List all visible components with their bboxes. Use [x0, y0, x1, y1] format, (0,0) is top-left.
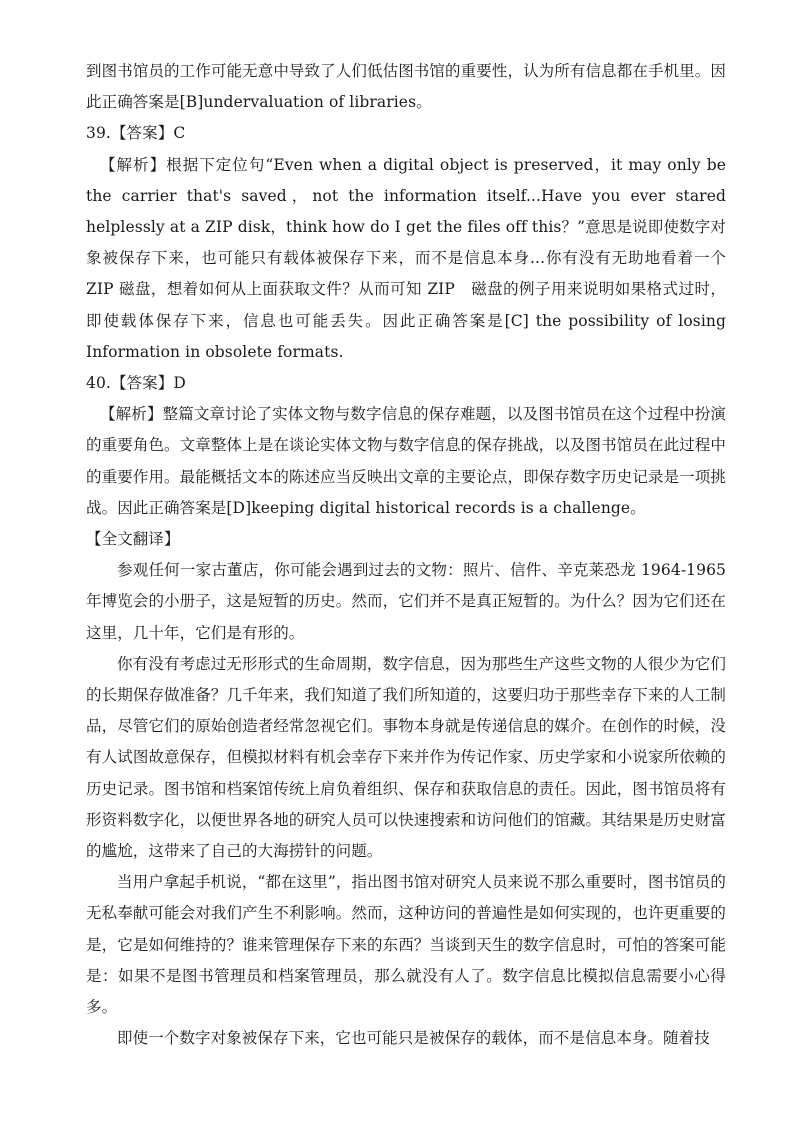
translation-paragraph-2: 你有没有考虑过无形形式的生命周期，数字信息，因为那些生产这些文物的人很少为它们的长期保存做准备？几千年来，我们知道了我们所知道的，这要归功于那些幸存下来的人工制品，尽管它们的原始创造者经常忽视它们。事物本身就是传递信息的媒介。在创作的时候，没有人试图故意保存，但模拟材料有机会幸存下来并作为传记作家、历史学家和小说家所依赖的历史记录。图书馆和档案馆传统上肩负着组织、保存和获取信息的责任。因此，图书馆员将有形资料数字化，以便世界各地的研究人员可以快速搜索和访问他们的馆藏。其结果是历史财富的尴尬，这带来了自己的大海捞针的问题。: [86, 654, 726, 861]
translation-heading: 【全文翻译】: [86, 530, 180, 549]
document-page: [86, 56, 726, 1055]
q39-analysis-paragraph: 【解析】根据下定位句“Even when a digital object is preserved，it may only be the carrier that's saved，not the information itself...Have you ever stared helplessly at a ZIP disk，think how do I get the files off this？”意思是说即使数字对象被保存下来，也可能只有载体被保存下来，而不是信息本身...你有没有无助地看着一个 ZIP 磁盘，想着如何从上面获取文件？从而可知 ZIP 磁盘的例子用来说明如果格式过时，即使载体保存下来，信息也可能丢失。因此正确答案是[C] the possibility of losing Information in obsolete formats.: [86, 155, 726, 361]
translation-paragraph-4: 即使一个数字对象被保存下来，它也可能只是被保存的载体，而不是信息本身。随着技: [117, 1029, 710, 1048]
intro-paragraph: 到图书馆员的工作可能无意中导致了人们低估图书馆的重要性，认为所有信息都在手机里。因此正确答案是[B]undervaluation of libraries。: [86, 62, 726, 112]
q40-analysis-paragraph: 【解析】整篇文章讨论了实体文物与数字信息的保存难题，以及图书馆员在这个过程中扮演的重要角色。文章整体上是在谈论实体文物与数字信息的保存挑战，以及图书馆员在此过程中的重要作用。最能概括文本的陈述应当反映出文章的主要论点，即保存数字历史记录是一项挑战。因此正确答案是[D]keeping digital historical records is a challenge。: [86, 405, 726, 517]
translation-paragraph-1: 参观任何一家古董店，你可能会遇到过去的文物：照片、信件、辛克莱恐龙 1964-1965 年博览会的小册子，这是短暂的历史。然而，它们并不是真正短暂的。为什么？因为它们还在这里，几十年，它们是有形的。: [86, 561, 726, 642]
q40-answer-line: 40.【答案】D: [86, 374, 186, 393]
translation-paragraph-3: 当用户拿起手机说，“都在这里”，指出图书馆对研究人员来说不那么重要时，图书馆员的无私奉献可能会对我们产生不利影响。然而，这种访问的普遍性是如何实现的，也许更重要的是，它是如何维持的？谁来管理保存下来的东西？当谈到天生的数字信息时，可怕的答案可能是：如果不是图书管理员和档案管理员，那么就没有人了。数字信息比模拟信息需要小心得多。: [86, 873, 726, 1017]
q39-answer-line: 39.【答案】C: [86, 124, 186, 143]
